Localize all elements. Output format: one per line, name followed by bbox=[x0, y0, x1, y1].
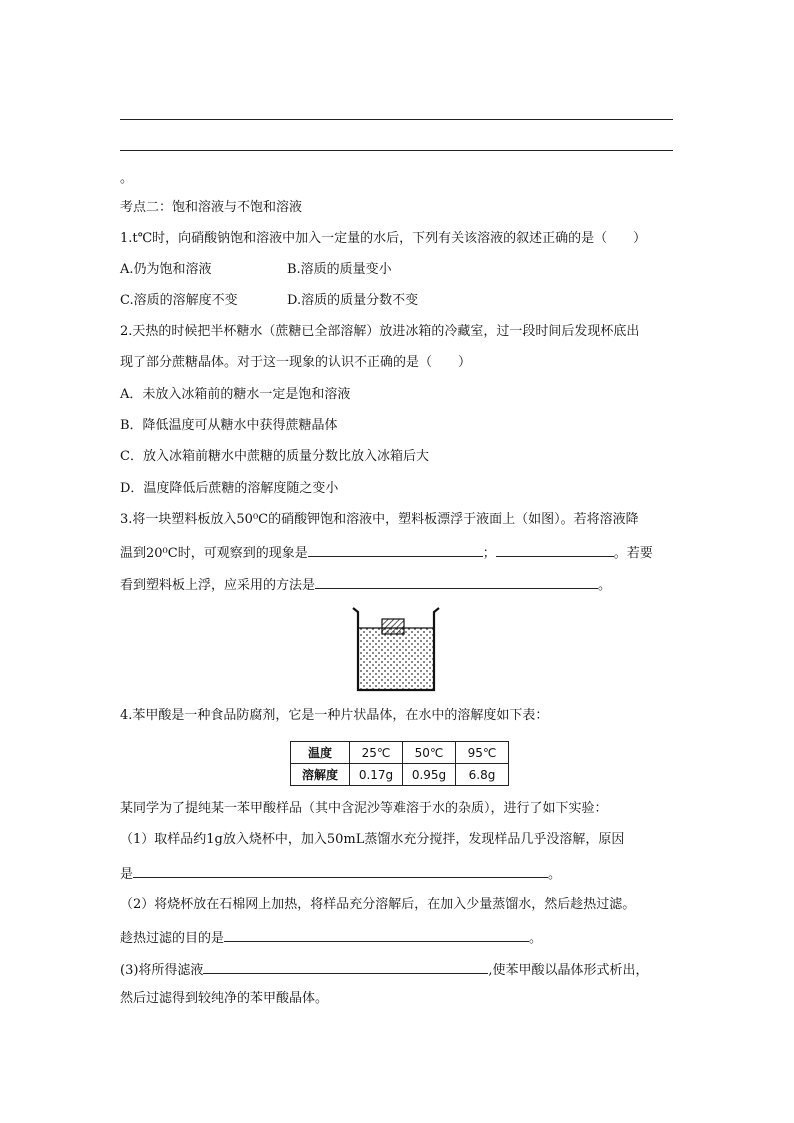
beaker-diagram bbox=[350, 606, 442, 694]
q4-part3-end: ,使苯甲酸以晶体形式析出， bbox=[488, 963, 649, 978]
q4-part3-line2: 然后过滤得到较纯净的苯甲酸晶体。 bbox=[120, 991, 329, 1006]
table-cell: 溶解度 bbox=[291, 764, 350, 786]
q2-option-a: A．未放入冰箱前的糖水一定是饱和溶液 bbox=[120, 387, 351, 402]
plastic-board bbox=[382, 619, 404, 634]
q4-part1-text: 是 bbox=[120, 867, 134, 882]
q2-option-b: B．降低温度可从糖水中获得蔗糖晶体 bbox=[120, 418, 338, 433]
q1-stem: 1.t℃时，向硝酸钠饱和溶液中加入一定量的水后，下列有关该溶液的叙述正确的是（ ） bbox=[120, 231, 647, 246]
q4-part1-end: 。 bbox=[548, 867, 562, 882]
q1-option-d: D.溶质的质量分数不变 bbox=[287, 293, 419, 308]
q4-part3-line1 bbox=[120, 959, 649, 980]
period-mark: 。 bbox=[120, 171, 134, 186]
q3-line3 bbox=[120, 574, 611, 595]
q2-stem-line1: 2.天热的时候把半杯糖水（蔗糖已全部溶解）放进冰箱的冷藏室，过一段时间后发现杯底出 bbox=[120, 324, 640, 339]
q1-option-c: C.溶质的溶解度不变 bbox=[120, 293, 238, 308]
q4-blank-3[interactable] bbox=[203, 959, 488, 974]
table-cell: 25℃ bbox=[350, 742, 403, 764]
q4-blank-1[interactable] bbox=[133, 863, 548, 878]
q3-line2 bbox=[120, 542, 653, 563]
table-cell: 温度 bbox=[291, 742, 350, 764]
q4-part3-text: (3)将所得滤液 bbox=[120, 963, 204, 978]
table-row bbox=[291, 764, 509, 786]
q3-blank-1[interactable] bbox=[308, 542, 483, 557]
table-cell: 6.8g bbox=[456, 764, 509, 786]
q2-option-d: D．温度降低后蔗糖的溶解度随之变小 bbox=[120, 481, 339, 496]
q2-option-c: C．放入冰箱前糖水中蔗糖的质量分数比放入冰箱后大 bbox=[120, 449, 429, 464]
q3-line2-end: 。若要 bbox=[613, 546, 653, 561]
table-cell: 50℃ bbox=[403, 742, 456, 764]
answer-rule-1 bbox=[120, 119, 673, 120]
q3-line2-text: 温到20⁰C时，可观察到的现象是 bbox=[120, 546, 308, 561]
q1-option-a: A.仍为饱和溶液 bbox=[120, 262, 212, 277]
q3-line1: 3.将一块塑料板放入50⁰C的硝酸钾饱和溶液中，塑料板漂浮于液面上（如图）。若将溶液降 bbox=[120, 512, 639, 527]
q3-blank-2[interactable] bbox=[496, 542, 614, 557]
q1-option-b: B.溶质的质量变小 bbox=[287, 262, 392, 277]
q4-part1-line2 bbox=[120, 863, 561, 884]
table-cell: 0.17g bbox=[350, 764, 403, 786]
q4-part2-end: 。 bbox=[529, 931, 543, 946]
q3-separator: ； bbox=[482, 546, 496, 561]
q4-blank-2[interactable] bbox=[224, 927, 529, 942]
answer-rule-2 bbox=[120, 150, 673, 151]
q3-line3-end: 。 bbox=[598, 578, 612, 593]
table-cell: 95℃ bbox=[456, 742, 509, 764]
q4-stem: 4.苯甲酸是一种食品防腐剂，它是一种片状晶体，在水中的溶解度如下表： bbox=[120, 708, 549, 723]
q2-stem-line2: 现了部分蔗糖晶体。对于这一现象的认识不正确的是（ ） bbox=[120, 355, 472, 370]
table-header-row bbox=[291, 742, 509, 764]
q3-blank-3[interactable] bbox=[315, 574, 598, 589]
q3-line3-text: 看到塑料板上浮，应采用的方法是 bbox=[120, 578, 316, 593]
q4-part2-line1: （2）将烧杯放在石棉网上加热，将样品充分溶解后，在加入少量蒸馏水，然后趁热过滤。 bbox=[120, 897, 636, 912]
q4-intro: 某同学为了提纯某一苯甲酸样品（其中含泥沙等难溶于水的杂质），进行了如下实验： bbox=[120, 801, 608, 816]
table-cell: 0.95g bbox=[403, 764, 456, 786]
solubility-table bbox=[290, 741, 509, 786]
solution-liquid bbox=[358, 628, 434, 690]
q4-part1-line1: （1）取样品约1g放入烧杯中，加入50mL蒸馏水充分搅拌，发现样品几乎没溶解，原因 bbox=[120, 832, 625, 847]
section-title: 考点二：饱和溶液与不饱和溶液 bbox=[120, 200, 303, 215]
q4-part2-line2 bbox=[120, 927, 542, 948]
q4-part2-text: 趁热过滤的目的是 bbox=[120, 931, 225, 946]
